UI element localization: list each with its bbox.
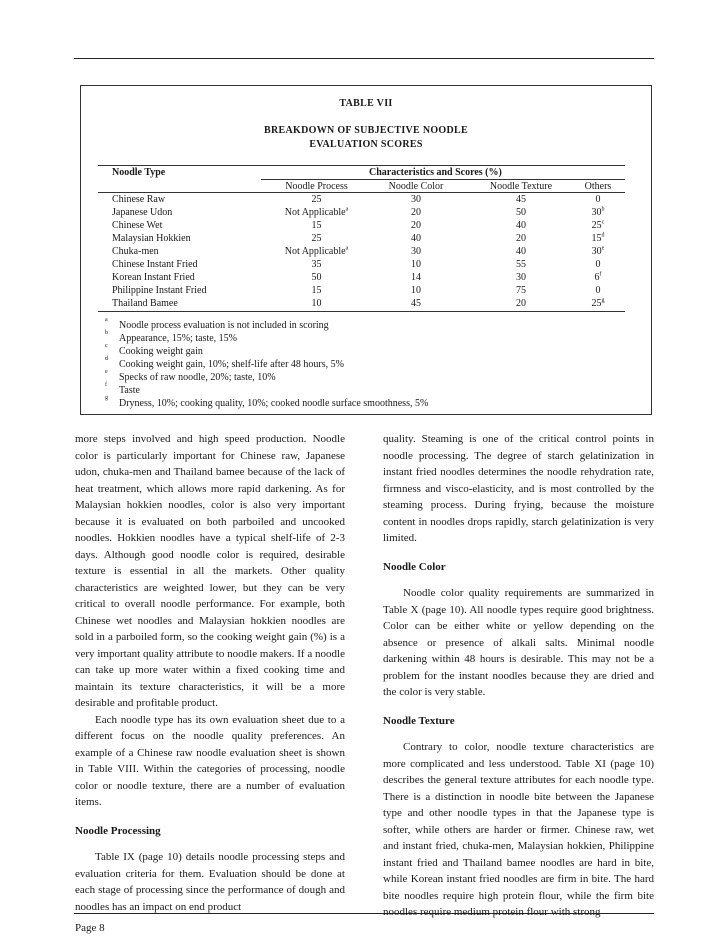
section-heading-noodle-processing: Noodle Processing [75, 824, 161, 837]
cell-color: 14 [411, 272, 421, 283]
cell-color: 20 [411, 220, 421, 231]
table-row [81, 246, 651, 259]
table-row [81, 285, 651, 298]
table-rule-bottom [98, 311, 625, 312]
cell-process: 25 [311, 233, 322, 244]
subheader-noodle-texture: Noodle Texture [489, 181, 553, 192]
cell-noodle-type: Chinese Instant Fried [112, 259, 198, 270]
cell-others: 6$^f$ [594, 271, 602, 283]
cell-others: 25$^c$ [591, 219, 605, 231]
footnote-text: Cooking weight gain [119, 346, 203, 357]
table-vii [80, 85, 652, 415]
footnote-text: Cooking weight gain, 10%; shelf-life after 48 hours, 5% [119, 359, 344, 370]
footnote-text: Dryness, 10%; cooking quality, 10%; cooked noodle surface smoothness, 5% [119, 398, 429, 409]
cell-texture: 50 [516, 207, 526, 218]
table-rule-sub [261, 179, 625, 180]
cell-others: 0 [595, 285, 601, 296]
footnote-mark: b [105, 330, 108, 336]
cell-process: Not Applicable$^a$ [284, 245, 349, 257]
footnote-text: Appearance, 15%; taste, 15% [119, 333, 238, 344]
cell-color: 30 [411, 246, 421, 257]
cell-others: 25$^g$ [591, 297, 605, 309]
cell-noodle-type: Chinese Raw [112, 194, 166, 205]
cell-others: 15$^d$ [591, 232, 605, 244]
cell-process: 15 [311, 285, 322, 296]
cell-noodle-type: Chuka-men [112, 246, 159, 257]
cell-others: 30e [591, 245, 605, 257]
cell-color: 45 [411, 298, 421, 309]
cell-texture: 20 [516, 233, 526, 244]
table-row [81, 233, 651, 246]
page-number: Page 8 [75, 922, 105, 934]
cell-process: Not Applicable$^a$ [284, 206, 349, 218]
cell-texture: 20 [516, 298, 526, 309]
bottom-rule [74, 913, 654, 914]
cell-others: 0 [595, 194, 601, 205]
cell-process: 50 [311, 272, 322, 283]
cell-color: 10 [411, 259, 421, 270]
footnote-text: Taste [119, 385, 140, 396]
cell-noodle-type: Chinese Wet [112, 220, 163, 231]
cell-noodle-type: Korean Instant Fried [112, 272, 195, 283]
table-subtitle-line1: BREAKDOWN OF SUBJECTIVE NOODLE [264, 125, 468, 136]
cell-color: 10 [411, 285, 421, 296]
table-row [81, 259, 651, 272]
section-heading-noodle-color: Noodle Color [383, 560, 446, 573]
section-heading-noodle-texture: Noodle Texture [383, 714, 455, 727]
cell-noodle-type: Malaysian Hokkien [112, 233, 191, 244]
cell-process: 35 [311, 259, 322, 270]
footnote-mark: d [105, 356, 108, 362]
table-rule-top [98, 165, 625, 166]
cell-others: 30$^b$ [591, 206, 605, 218]
cell-texture: 40 [516, 246, 526, 257]
subheader-noodle-process: Noodle Process [285, 181, 348, 192]
table-row [81, 207, 651, 220]
body-paragraph: more steps involved and high speed production. Noodle color is particularly important for Chinese raw, Japanese udon, chuka-men and Thailand bamee because of the lack of heat treatment, which allows more rapid darkening. As for Malaysian hokkien noodles, color is also very important because it is evaluated on both parboiled and uncooked noodles. Hokkien noodles have a typical shelf-life of 2-3 days. Although good noodle color is required, desirable texture is essential in all the markets. Other quality characteristics are weighted lower, but they can be very critical to overall noodle performance. For example, both Chinese wet noodles and Malaysian hokkien noodles are sold in a parboiled form, so the cooking weight gain (%) is a very important quality attribute to noodle makers. If a noodle can take up more water within a fixed cooking time and maintain its texture characteristics, it will be a more desirable and profitable product. [75, 433, 345, 709]
right-column [383, 431, 654, 921]
subheader-others: Others [584, 181, 612, 192]
footnote-mark: f [105, 382, 107, 388]
cell-texture: 55 [516, 259, 526, 270]
table-row [81, 272, 651, 285]
column-header-characteristics: Characteristics and Scores (%) [369, 167, 502, 178]
column-header-noodle-type: Noodle Type [112, 167, 166, 178]
cell-process: 15 [311, 220, 322, 231]
cell-color: 40 [411, 233, 421, 244]
body-paragraph: Contrary to color, noodle texture characteristics are more complicated and less understood. Table XI (page 10) describes the general texture attributes for each noodle type. There is a distinction in noodle bite between the Japanese type and other noodle types in that the Japanese type is softer, while others are harder or firmer. Chinese raw, wet and instant fried, chuka-men, Malaysian hokkien, Philippine instant fried and Thailand bamee noodles are hard in bite, while Korean instant fried noodles are firm in bite. The hard bite noodles require high protein flour, while the firm bite noodles require medium protein flour with strong [383, 741, 654, 918]
cell-noodle-type: Thailand Bamee [112, 298, 178, 309]
cell-process: 10 [311, 298, 322, 309]
footnote-text: Noodle process evaluation is not included in scoring [119, 320, 329, 331]
footnote-mark: c [105, 343, 108, 349]
table-row [81, 194, 651, 207]
cell-others: 0 [595, 259, 601, 270]
footnote-text: Specks of raw noodle, 20%; taste, 10% [119, 372, 276, 383]
cell-texture: 30 [516, 272, 526, 283]
cell-color: 30 [411, 194, 421, 205]
body-paragraph: Each noodle type has its own evaluation sheet due to a different focus on the noodle quality preferences. An example of a Chinese raw noodle evaluation sheet is shown in Table VIII. Within the categories of processing, noodle color or noodle texture, there are a number of evaluation items. [75, 713, 345, 808]
cell-texture: 40 [516, 220, 526, 231]
cell-color: 20 [411, 207, 421, 218]
table-row [81, 220, 651, 233]
cell-noodle-type: Japanese Udon [112, 207, 173, 218]
footnote-mark: a [105, 317, 108, 323]
body-paragraph: Noodle color quality requirements are summarized in Table X (page 10). All noodle types require good brightness. Color can be either white or yellow depending on the absence or presence of alkali salts. Minimal noodle darkening within 48 hours is desirable. This may not be a problem for the instant noodles because they are dried and the color is very stable. [383, 587, 654, 698]
cell-noodle-type: Philippine Instant Fried [112, 285, 207, 296]
left-column [75, 431, 345, 915]
cell-process: 25 [311, 194, 322, 205]
footnote-mark: g [105, 395, 108, 401]
subheader-noodle-color: Noodle Color [388, 181, 444, 192]
top-rule [74, 58, 654, 59]
body-paragraph: quality. Steaming is one of the critical control points in noodle processing. The degree of starch gelatinization in instant fried noodles determines the noodle rehydration rate, firmness and visco-elasticity, and is most controlled by the steaming process. During frying, because the moisture content in noodles drops rapidly, starch gelatinization is very limited. [383, 433, 654, 544]
body-paragraph: Table IX (page 10) details noodle processing steps and evaluation criteria for them. Evaluation should be done at each stage of processing since the performance of dough and noodles has an impact on end product [75, 851, 345, 913]
table-subtitle-line2: EVALUATION SCORES [309, 139, 423, 150]
cell-texture: 45 [516, 194, 526, 205]
cell-texture: 75 [516, 285, 526, 296]
footnote-mark: e [105, 369, 108, 375]
table-title: TABLE VII [339, 98, 393, 109]
table-rule-header-bottom [98, 192, 625, 193]
table-row [81, 298, 651, 311]
